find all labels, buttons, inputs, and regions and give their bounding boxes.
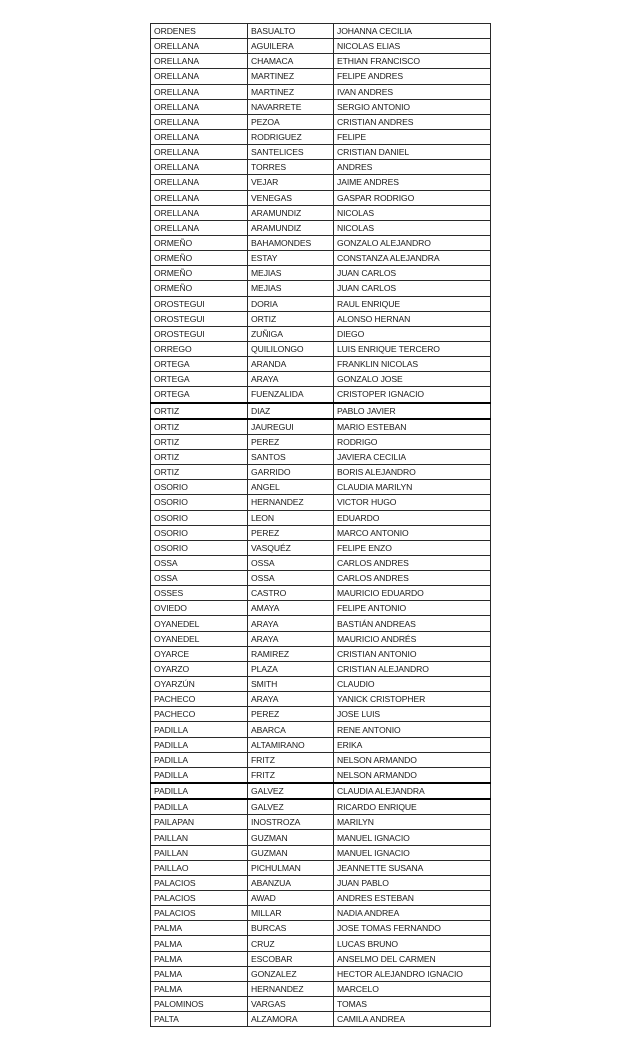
surname-2-cell: SANTELICES bbox=[248, 145, 334, 160]
surname-1-cell: ORELLANA bbox=[151, 160, 248, 175]
table-row bbox=[151, 815, 491, 830]
given-names-cell: GASPAR RODRIGO bbox=[334, 190, 491, 205]
surname-1-cell: PALOMINOS bbox=[151, 997, 248, 1012]
surname-1-cell: PACHECO bbox=[151, 692, 248, 707]
surname-2-cell: AMAYA bbox=[248, 601, 334, 616]
given-names-cell: CRISTOPER IGNACIO bbox=[334, 387, 491, 403]
surname-2-cell: VENEGAS bbox=[248, 190, 334, 205]
surname-1-cell: ORELLANA bbox=[151, 99, 248, 114]
given-names-cell: MARCO ANTONIO bbox=[334, 525, 491, 540]
surname-1-cell: PALACIOS bbox=[151, 891, 248, 906]
surname-2-cell: NAVARRETE bbox=[248, 99, 334, 114]
given-names-cell: RODRIGO bbox=[334, 434, 491, 449]
surname-1-cell: ORELLANA bbox=[151, 54, 248, 69]
given-names-cell: NELSON ARMANDO bbox=[334, 767, 491, 783]
table-row bbox=[151, 921, 491, 936]
table-row bbox=[151, 357, 491, 372]
table-row bbox=[151, 891, 491, 906]
table-row bbox=[151, 69, 491, 84]
table-row bbox=[151, 631, 491, 646]
given-names-cell: ANDRES bbox=[334, 160, 491, 175]
surname-1-cell: ORELLANA bbox=[151, 175, 248, 190]
surname-2-cell: ARAYA bbox=[248, 631, 334, 646]
table-row bbox=[151, 586, 491, 601]
table-row bbox=[151, 875, 491, 890]
given-names-cell: GONZALO JOSE bbox=[334, 372, 491, 387]
given-names-cell: MAURICIO EDUARDO bbox=[334, 586, 491, 601]
table-row bbox=[151, 525, 491, 540]
surname-2-cell: ARAMUNDIZ bbox=[248, 205, 334, 220]
surname-2-cell: GUZMAN bbox=[248, 845, 334, 860]
surname-1-cell: OYARZO bbox=[151, 661, 248, 676]
table-row bbox=[151, 951, 491, 966]
table-row bbox=[151, 296, 491, 311]
surname-1-cell: ORMEÑO bbox=[151, 281, 248, 296]
surname-2-cell: JAUREGUI bbox=[248, 419, 334, 435]
surname-1-cell: ORELLANA bbox=[151, 190, 248, 205]
surname-1-cell: PALMA bbox=[151, 921, 248, 936]
surname-2-cell: OSSA bbox=[248, 571, 334, 586]
surname-2-cell: AWAD bbox=[248, 891, 334, 906]
surname-1-cell: OROSTEGUI bbox=[151, 326, 248, 341]
surname-2-cell: ARANDA bbox=[248, 357, 334, 372]
surname-1-cell: PAILLAN bbox=[151, 830, 248, 845]
table-row bbox=[151, 677, 491, 692]
table-row bbox=[151, 860, 491, 875]
given-names-cell: CRISTIAN ALEJANDRO bbox=[334, 661, 491, 676]
given-names-cell: JAVIERA CECILIA bbox=[334, 449, 491, 464]
given-names-cell: EDUARDO bbox=[334, 510, 491, 525]
table-row bbox=[151, 39, 491, 54]
given-names-cell: MARIO ESTEBAN bbox=[334, 419, 491, 435]
surname-2-cell: VASQUÉZ bbox=[248, 540, 334, 555]
given-names-cell: ALONSO HERNAN bbox=[334, 311, 491, 326]
surname-2-cell: TORRES bbox=[248, 160, 334, 175]
table-row bbox=[151, 616, 491, 631]
surname-1-cell: PAILLAO bbox=[151, 860, 248, 875]
table-row bbox=[151, 936, 491, 951]
names-table bbox=[150, 23, 491, 1027]
surname-2-cell: ABANZUA bbox=[248, 875, 334, 890]
surname-2-cell: GUZMAN bbox=[248, 830, 334, 845]
surname-1-cell: ORTEGA bbox=[151, 372, 248, 387]
surname-1-cell: ORELLANA bbox=[151, 220, 248, 235]
table-row bbox=[151, 449, 491, 464]
table-row bbox=[151, 480, 491, 495]
table-row bbox=[151, 205, 491, 220]
surname-2-cell: MARTINEZ bbox=[248, 84, 334, 99]
table-row bbox=[151, 661, 491, 676]
surname-2-cell: INOSTROZA bbox=[248, 815, 334, 830]
surname-2-cell: SMITH bbox=[248, 677, 334, 692]
surname-1-cell: OSSES bbox=[151, 586, 248, 601]
surname-2-cell: VEJAR bbox=[248, 175, 334, 190]
given-names-cell: CLAUDIO bbox=[334, 677, 491, 692]
given-names-cell: CRISTIAN DANIEL bbox=[334, 145, 491, 160]
surname-1-cell: OYARZÚN bbox=[151, 677, 248, 692]
surname-1-cell: PALACIOS bbox=[151, 875, 248, 890]
surname-1-cell: OVIEDO bbox=[151, 601, 248, 616]
given-names-cell: LUCAS BRUNO bbox=[334, 936, 491, 951]
surname-1-cell: ORELLANA bbox=[151, 114, 248, 129]
table-row bbox=[151, 281, 491, 296]
surname-2-cell: QUILILONGO bbox=[248, 341, 334, 356]
table-row bbox=[151, 966, 491, 981]
surname-2-cell: SANTOS bbox=[248, 449, 334, 464]
table-row bbox=[151, 114, 491, 129]
table-row bbox=[151, 601, 491, 616]
surname-1-cell: ORELLANA bbox=[151, 205, 248, 220]
surname-2-cell: PEREZ bbox=[248, 434, 334, 449]
surname-1-cell: PALMA bbox=[151, 966, 248, 981]
table-row bbox=[151, 540, 491, 555]
given-names-cell: CRISTIAN ANTONIO bbox=[334, 646, 491, 661]
surname-1-cell: OSORIO bbox=[151, 525, 248, 540]
table-row bbox=[151, 830, 491, 845]
surname-2-cell: CASTRO bbox=[248, 586, 334, 601]
table-row bbox=[151, 495, 491, 510]
surname-2-cell: ALTAMIRANO bbox=[248, 737, 334, 752]
surname-1-cell: ORMEÑO bbox=[151, 266, 248, 281]
table-row bbox=[151, 510, 491, 525]
surname-2-cell: VARGAS bbox=[248, 997, 334, 1012]
surname-2-cell: ANGEL bbox=[248, 480, 334, 495]
given-names-cell: DIEGO bbox=[334, 326, 491, 341]
table-row bbox=[151, 752, 491, 767]
table-row bbox=[151, 54, 491, 69]
surname-2-cell: RAMIREZ bbox=[248, 646, 334, 661]
surname-2-cell: AGUILERA bbox=[248, 39, 334, 54]
surname-1-cell: PADILLA bbox=[151, 722, 248, 737]
surname-1-cell: OSSA bbox=[151, 555, 248, 570]
surname-1-cell: OSORIO bbox=[151, 540, 248, 555]
surname-2-cell: OSSA bbox=[248, 555, 334, 570]
given-names-cell: FELIPE ANDRES bbox=[334, 69, 491, 84]
surname-1-cell: ORREGO bbox=[151, 341, 248, 356]
table-row bbox=[151, 767, 491, 783]
surname-1-cell: ORTIZ bbox=[151, 419, 248, 435]
table-row bbox=[151, 372, 491, 387]
surname-1-cell: PALMA bbox=[151, 936, 248, 951]
surname-2-cell: PEREZ bbox=[248, 707, 334, 722]
table-row bbox=[151, 981, 491, 996]
surname-1-cell: PAILAPAN bbox=[151, 815, 248, 830]
surname-2-cell: LEON bbox=[248, 510, 334, 525]
surname-1-cell: ORELLANA bbox=[151, 129, 248, 144]
table-row bbox=[151, 571, 491, 586]
given-names-cell: LUIS ENRIQUE TERCERO bbox=[334, 341, 491, 356]
given-names-cell: RICARDO ENRIQUE bbox=[334, 799, 491, 815]
table-row bbox=[151, 99, 491, 114]
surname-2-cell: BASUALTO bbox=[248, 24, 334, 39]
table-row bbox=[151, 707, 491, 722]
surname-1-cell: ORTIZ bbox=[151, 403, 248, 419]
table-row bbox=[151, 845, 491, 860]
surname-1-cell: PALACIOS bbox=[151, 906, 248, 921]
surname-2-cell: PEREZ bbox=[248, 525, 334, 540]
given-names-cell: JUAN CARLOS bbox=[334, 281, 491, 296]
surname-1-cell: ORTEGA bbox=[151, 357, 248, 372]
surname-1-cell: PADILLA bbox=[151, 737, 248, 752]
given-names-cell: GONZALO ALEJANDRO bbox=[334, 235, 491, 250]
surname-2-cell: MEJIAS bbox=[248, 266, 334, 281]
given-names-cell: JUAN CARLOS bbox=[334, 266, 491, 281]
surname-2-cell: ESTAY bbox=[248, 251, 334, 266]
surname-2-cell: CHAMACA bbox=[248, 54, 334, 69]
surname-2-cell: ABARCA bbox=[248, 722, 334, 737]
surname-1-cell: OSORIO bbox=[151, 510, 248, 525]
surname-2-cell: ORTIZ bbox=[248, 311, 334, 326]
given-names-cell: SERGIO ANTONIO bbox=[334, 99, 491, 114]
surname-1-cell: OSORIO bbox=[151, 480, 248, 495]
given-names-cell: NICOLAS bbox=[334, 220, 491, 235]
given-names-cell: JAIME ANDRES bbox=[334, 175, 491, 190]
given-names-cell: ANDRES ESTEBAN bbox=[334, 891, 491, 906]
given-names-cell: VICTOR HUGO bbox=[334, 495, 491, 510]
given-names-cell: NELSON ARMANDO bbox=[334, 752, 491, 767]
names-table-body bbox=[151, 24, 491, 1027]
surname-1-cell: OROSTEGUI bbox=[151, 311, 248, 326]
table-row bbox=[151, 906, 491, 921]
given-names-cell: JUAN PABLO bbox=[334, 875, 491, 890]
given-names-cell: CRISTIAN ANDRES bbox=[334, 114, 491, 129]
given-names-cell: YANICK CRISTOPHER bbox=[334, 692, 491, 707]
surname-1-cell: ORTEGA bbox=[151, 387, 248, 403]
given-names-cell: CONSTANZA ALEJANDRA bbox=[334, 251, 491, 266]
table-row bbox=[151, 220, 491, 235]
given-names-cell: ANSELMO DEL CARMEN bbox=[334, 951, 491, 966]
given-names-cell: MANUEL IGNACIO bbox=[334, 830, 491, 845]
table-row bbox=[151, 251, 491, 266]
table-row bbox=[151, 646, 491, 661]
surname-1-cell: OYARCE bbox=[151, 646, 248, 661]
given-names-cell: CARLOS ANDRES bbox=[334, 555, 491, 570]
table-row bbox=[151, 419, 491, 435]
surname-1-cell: ORMEÑO bbox=[151, 251, 248, 266]
surname-2-cell: DORIA bbox=[248, 296, 334, 311]
table-row bbox=[151, 1012, 491, 1027]
surname-2-cell: ZUÑIGA bbox=[248, 326, 334, 341]
surname-2-cell: HERNANDEZ bbox=[248, 981, 334, 996]
surname-2-cell: FRITZ bbox=[248, 767, 334, 783]
given-names-cell: CLAUDIA MARILYN bbox=[334, 480, 491, 495]
surname-2-cell: GALVEZ bbox=[248, 783, 334, 799]
table-row bbox=[151, 799, 491, 815]
table-row bbox=[151, 783, 491, 799]
surname-1-cell: ORELLANA bbox=[151, 145, 248, 160]
surname-2-cell: DIAZ bbox=[248, 403, 334, 419]
table-row bbox=[151, 84, 491, 99]
given-names-cell: MARILYN bbox=[334, 815, 491, 830]
given-names-cell: JOSE TOMAS FERNANDO bbox=[334, 921, 491, 936]
surname-1-cell: PACHECO bbox=[151, 707, 248, 722]
surname-1-cell: OSORIO bbox=[151, 495, 248, 510]
surname-2-cell: CRUZ bbox=[248, 936, 334, 951]
surname-2-cell: ARAYA bbox=[248, 372, 334, 387]
surname-2-cell: MILLAR bbox=[248, 906, 334, 921]
table-row bbox=[151, 722, 491, 737]
table-row bbox=[151, 737, 491, 752]
surname-2-cell: HERNANDEZ bbox=[248, 495, 334, 510]
given-names-cell: RAUL ENRIQUE bbox=[334, 296, 491, 311]
given-names-cell: CAMILA ANDREA bbox=[334, 1012, 491, 1027]
table-row bbox=[151, 341, 491, 356]
surname-1-cell: PAILLAN bbox=[151, 845, 248, 860]
table-row bbox=[151, 997, 491, 1012]
surname-1-cell: ORMEÑO bbox=[151, 235, 248, 250]
given-names-cell: IVAN ANDRES bbox=[334, 84, 491, 99]
given-names-cell: JEANNETTE SUSANA bbox=[334, 860, 491, 875]
surname-2-cell: GALVEZ bbox=[248, 799, 334, 815]
surname-2-cell: BAHAMONDES bbox=[248, 235, 334, 250]
surname-2-cell: PEZOA bbox=[248, 114, 334, 129]
given-names-cell: FELIPE bbox=[334, 129, 491, 144]
surname-1-cell: PADILLA bbox=[151, 799, 248, 815]
table-row bbox=[151, 465, 491, 480]
surname-1-cell: ORELLANA bbox=[151, 39, 248, 54]
given-names-cell: ERIKA bbox=[334, 737, 491, 752]
surname-1-cell: ORTIZ bbox=[151, 449, 248, 464]
given-names-cell: PABLO JAVIER bbox=[334, 403, 491, 419]
given-names-cell: JOSE LUIS bbox=[334, 707, 491, 722]
given-names-cell: TOMAS bbox=[334, 997, 491, 1012]
surname-1-cell: PALMA bbox=[151, 951, 248, 966]
given-names-cell: BORIS ALEJANDRO bbox=[334, 465, 491, 480]
table-row bbox=[151, 326, 491, 341]
surname-2-cell: ARAMUNDIZ bbox=[248, 220, 334, 235]
table-row bbox=[151, 175, 491, 190]
surname-1-cell: OSSA bbox=[151, 571, 248, 586]
given-names-cell: BASTIÁN ANDREAS bbox=[334, 616, 491, 631]
table-row bbox=[151, 692, 491, 707]
given-names-cell: ETHIAN FRANCISCO bbox=[334, 54, 491, 69]
surname-1-cell: PADILLA bbox=[151, 783, 248, 799]
surname-2-cell: PICHULMAN bbox=[248, 860, 334, 875]
surname-1-cell: PALTA bbox=[151, 1012, 248, 1027]
surname-2-cell: RODRIGUEZ bbox=[248, 129, 334, 144]
surname-1-cell: ORDENES bbox=[151, 24, 248, 39]
table-row bbox=[151, 555, 491, 570]
table-row bbox=[151, 434, 491, 449]
surname-2-cell: MARTINEZ bbox=[248, 69, 334, 84]
table-row bbox=[151, 24, 491, 39]
surname-2-cell: ARAYA bbox=[248, 692, 334, 707]
given-names-cell: FRANKLIN NICOLAS bbox=[334, 357, 491, 372]
given-names-cell: FELIPE ANTONIO bbox=[334, 601, 491, 616]
surname-1-cell: ORELLANA bbox=[151, 69, 248, 84]
surname-2-cell: GONZALEZ bbox=[248, 966, 334, 981]
surname-1-cell: ORTIZ bbox=[151, 434, 248, 449]
surname-1-cell: PALMA bbox=[151, 981, 248, 996]
surname-1-cell: OROSTEGUI bbox=[151, 296, 248, 311]
given-names-cell: HECTOR ALEJANDRO IGNACIO bbox=[334, 966, 491, 981]
surname-2-cell: FUENZALIDA bbox=[248, 387, 334, 403]
surname-1-cell: OYANEDEL bbox=[151, 631, 248, 646]
surname-2-cell: ALZAMORA bbox=[248, 1012, 334, 1027]
table-row bbox=[151, 160, 491, 175]
given-names-cell: RENE ANTONIO bbox=[334, 722, 491, 737]
given-names-cell: NICOLAS bbox=[334, 205, 491, 220]
table-row bbox=[151, 235, 491, 250]
given-names-cell: FELIPE ENZO bbox=[334, 540, 491, 555]
given-names-cell: NADIA ANDREA bbox=[334, 906, 491, 921]
given-names-cell: NICOLAS ELIAS bbox=[334, 39, 491, 54]
surname-1-cell: ORTIZ bbox=[151, 465, 248, 480]
surname-2-cell: ARAYA bbox=[248, 616, 334, 631]
surname-1-cell: PADILLA bbox=[151, 752, 248, 767]
surname-2-cell: PLAZA bbox=[248, 661, 334, 676]
table-row bbox=[151, 403, 491, 419]
surname-2-cell: ESCOBAR bbox=[248, 951, 334, 966]
table-row bbox=[151, 266, 491, 281]
table-row bbox=[151, 190, 491, 205]
table-row bbox=[151, 387, 491, 403]
given-names-cell: MARCELO bbox=[334, 981, 491, 996]
surname-1-cell: PADILLA bbox=[151, 767, 248, 783]
given-names-cell: MANUEL IGNACIO bbox=[334, 845, 491, 860]
table-row bbox=[151, 129, 491, 144]
surname-1-cell: ORELLANA bbox=[151, 84, 248, 99]
surname-2-cell: GARRIDO bbox=[248, 465, 334, 480]
given-names-cell: JOHANNA CECILIA bbox=[334, 24, 491, 39]
given-names-cell: MAURICIO ANDRÉS bbox=[334, 631, 491, 646]
given-names-cell: CLAUDIA ALEJANDRA bbox=[334, 783, 491, 799]
given-names-cell: CARLOS ANDRES bbox=[334, 571, 491, 586]
surname-2-cell: BURCAS bbox=[248, 921, 334, 936]
surname-1-cell: OYANEDEL bbox=[151, 616, 248, 631]
surname-2-cell: FRITZ bbox=[248, 752, 334, 767]
table-row bbox=[151, 145, 491, 160]
table-row bbox=[151, 311, 491, 326]
surname-2-cell: MEJIAS bbox=[248, 281, 334, 296]
